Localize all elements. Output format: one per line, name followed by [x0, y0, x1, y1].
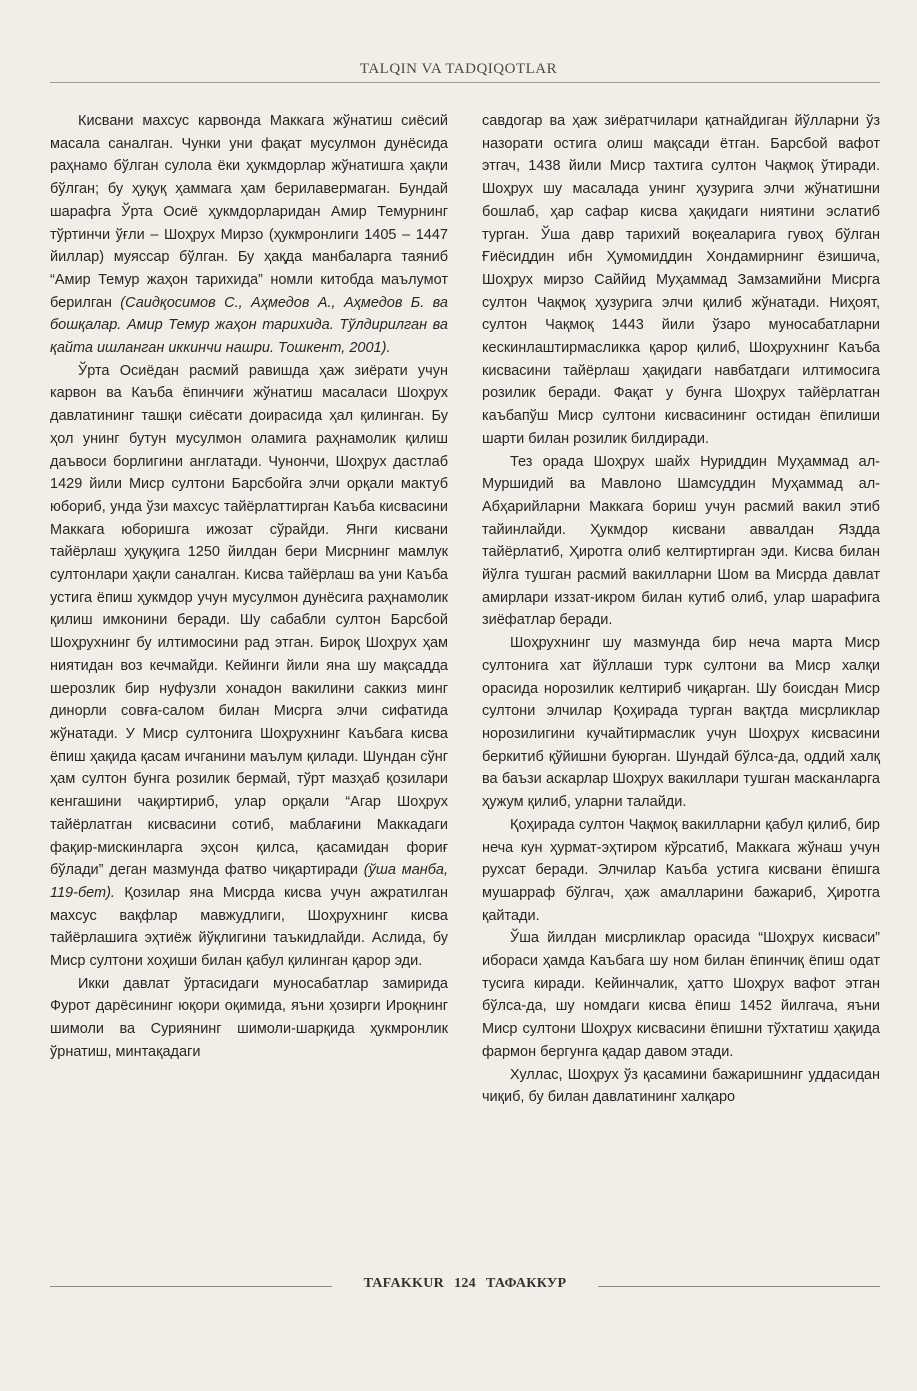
paragraph: Шоҳрухнинг шу мазмунда бир неча марта Миср султонига хат йўллаши турк султони ва Миср халқи орасида норозилик келтириб чиқарган. Шу боисдан Миср султони элчилар Қоҳирада турган вақтда мисрликлар норозилигини кучайтирмаслик учун Шоҳрух кисвасини беркитиб қўйишни буюрган. Шундай бўлса-да, оддий халқ ва баъзи аскарлар Шоҳрух вакиллари тушган масканларга ҳужум қилиб, уларни талайди.	[482, 635, 880, 811]
page-footer	[50, 1273, 880, 1297]
paragraph-text: Кисвани махсус карвонда Маккага жўнатиш сиёсий масала саналган. Чунки уни фақат мусулмон дунёсида раҳнамо бўлган сулола ёки ҳукмдорлар жўнатишга ҳақли бўлган; бу ҳуқуқ ҳаммага ҳам берилавермаган. Бундай шарафга Ўрта Осиё ҳукмдорларидан Амир Темурнинг тўртинчи ўғли – Шоҳрух Мирзо (ҳукмронлиги 1405 – 1447 йиллар) муяссар бўлган. Бу ҳақда манбаларга таяниб “Амир Темур жаҳон тарихида” номли китобда маълумот берилган	[50, 113, 448, 311]
footer-journal-latin: TAFAKKUR	[363, 1276, 445, 1291]
paragraph	[50, 110, 448, 360]
citation: (Саидқосимов С., Аҳмедов А., Аҳмедов Б. ва бошқалар. Амир Темур жаҳон тарихида. Тўлдирилган ва қайта ишланган иккинчи нашри. Тошкент, 2001).	[50, 294, 448, 357]
paragraph: савдогар ва ҳаж зиёратчилари қатнайдиган йўлларни ўз назорати остига олиш мақсади ётган. Барсбой вафот этгач, 1438 йили Миср тахтига султон Чақмоқ ўтиради. Шоҳрух шу масалада унинг ҳузурига элчи жўнатишни бошлаб, ҳар сафар кисва ҳақидаги ниятини эслатиб турган. Ўша давр тарихий воқеаларига гувоҳ бўлган Ғиёсиддин ибн Ҳумомиддин Хондамирнинг ёзишича, Шоҳрух мирзо Саййид Муҳаммад Замзамийни Мисрга султон Чақмоқ ҳузурига элчи қилиб жўнатади. Ниҳоят, султон Чақмоқ 1443 йили ўзаро муносабатларни кескинлаштирмасликка қарор қилиб, Шоҳрухнинг Каъба кисвасини тайёрлаш ҳақидаги навбатдаги илтимосига розилик беради. Фақат у бунга Шоҳрух тайёрлатган каъбапўш Миср султони кисвасининг остидан ёпилиши шарти билан розилик билдиради.	[482, 113, 880, 447]
paragraph: Ўша йилдан мисрликлар орасида “Шоҳрух кисваси” иборaси ҳамда Каъбага шу ном билан ёпинчиқ ёпиш одат тусига киради. Кейинчалик, ҳатто Шоҳрух вафот этган бўлса-да, шу номдаги кисва ёпиш 1452 йилгача, яъни Миср султони Шоҳрух кисвасини ёпишни тўхтатиш ҳақида фармон бергунга қадар давом этади.	[482, 930, 880, 1060]
footer-rule-right	[598, 1286, 880, 1287]
footer-journal-cyrillic: ТАФАККУР	[485, 1276, 567, 1291]
footer-text	[332, 1276, 598, 1292]
paragraph: Қоҳирада султон Чақмоқ вакилларни қабул қилиб, бир неча кун ҳурмат-эҳтиром кўрсатиб, Маккага жўнаш учун рухсат беради. Элчилар Каъба устига кисвани ёпишга мушарраф бўлгач, ҳаж амалларини бажариб, Ҳиротга қайтади.	[482, 816, 880, 924]
paragraph-text: Икки давлат ўртасидаги муносабатлар замирида Фурот дарёсининг юқори оқимида, яъни ҳозирги Ироқнинг шимоли ва Суриянинг шимоли-шарқида ҳукмронлик ўрнатиш, минтақадаги	[50, 975, 448, 1060]
paragraph: Хуллас, Шоҳрух ўз қасамини бажаришнинг уддасидан чиқиб, бу билан давлатининг халқаро	[482, 1066, 880, 1106]
paragraph: Тез орада Шоҳрух шайх Нуриддин Муҳаммад ал-Муршидий ва Мавлоно Шамсуддин Муҳаммад ал-Абҳарийларни Маккага бориш учун расмий вакил этиб тайинлайди. Ҳукмдор кисвани аввалдан Яздда тайёрлатиб, Ҳиротга олиб келтиртирган эди. Кисва билан йўлга тушган расмий вакилларни Шом ва Мисрда давлат амирлари иззат-икром билан кутиб олиб, улар шарафига зиёфатлар беради.	[482, 453, 880, 629]
header-rule	[50, 82, 880, 83]
citation: (ўша манба, 119-бет).	[50, 862, 448, 901]
paragraph-text: Ўрта Осиёдан расмий равишда ҳаж зиёрати учун карвон ва Каъба ёпинчиғи жўнатиш масаласи Шоҳрух давлатининг ташқи сиёсати доирасида ҳал қилинган. Бу ҳол унинг бутун мусулмон оламига раҳнамолик қилиш даъвоси борлигини англатади. Чунончи, Шоҳрух дастлаб 1429 йили Миср султони Барсбойга элчи орқали мактуб юбориб, унда ўзи махсус тайёрлаттирган Каъба кисвасини Маккага юборишга ижозат сўрайди. Янги кисвани тайёрлаш ҳуқуқига 1250 йилдан бери Мисрнинг мамлук султонлари ҳақли саналган. Кисва тайёрлаш ва уни Каъба устига ёпиш ҳукмдор учун мусулмон дунёсига раҳнамолик қилиш имконини беради. Шу сабабли султон Барсбой Шоҳрухнинг бу илтимосини рад этган. Бироқ Шоҳрух ҳам ниятидан воз кечмайди. Кейинги йили яна шу мақсадда шерозлик бир нуфузли хонадон вакилини саккиз минг динорли совға-салом билан Мисрга элчи сифатида жўнатади. У Миср султонига Шоҳрухнинг Каъбага кисва ёпиш ҳақида қасам ичганини маълум қилади. Шундан сўнг ҳам султон бунга розилик бермай, тўрт мазҳаб қозилари кенгашини чақиртириб, улар орқали “Агар Шоҳрух тайёрлатган кисвасини сотиб, маблағини Маккадаги фақир-мискинларга эҳсон қилса, қасамидан фориғ бўлади” деган мазмунда фатво чиқартиради	[50, 362, 448, 879]
paragraph	[50, 360, 448, 973]
right-column	[482, 110, 880, 1109]
left-column	[50, 110, 448, 1064]
paragraph	[50, 973, 448, 1064]
page-number: 124	[454, 1276, 476, 1291]
running-header: TALQIN VA TADQIQOTLAR	[359, 61, 558, 77]
footer-rule-left	[50, 1286, 332, 1287]
paragraph-text: Қозилар яна Мисрда кисва учун ажратилган махсус вақфлар мавжудлиги, Шоҳрухнинг кисва тайёрлашига эҳтиёж йўқлигини таъкидлайди. Аслида, бу Миср султони хоҳиши билан қабул қилинган қарор эди.	[50, 884, 448, 970]
